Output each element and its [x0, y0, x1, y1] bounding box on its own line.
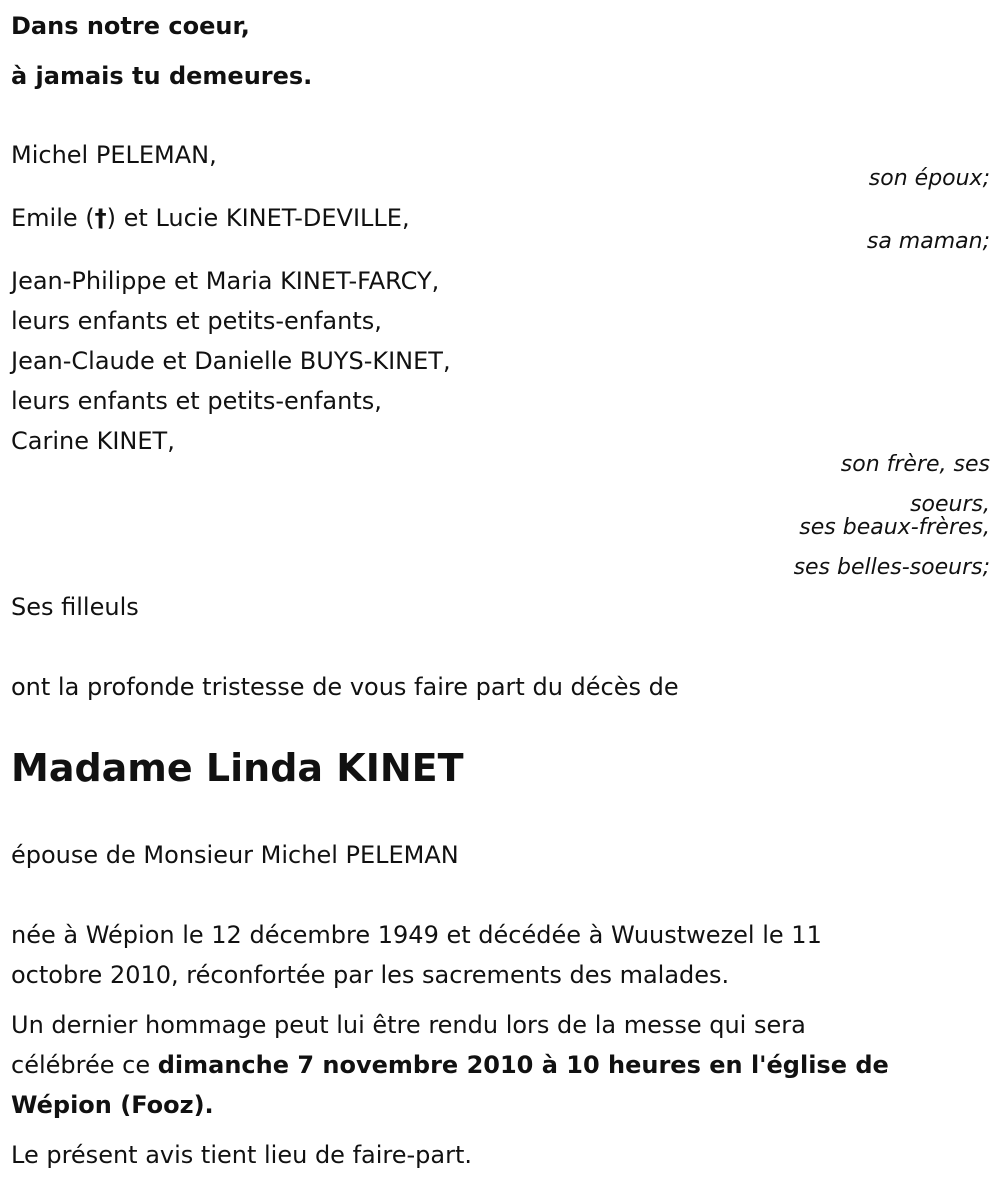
family-emile-lucie — [11, 198, 410, 238]
family-carine: Carine KINET, — [11, 427, 175, 455]
family-jp-children: leurs enfants et petits-enfants, — [11, 307, 382, 335]
mass-line-1: Un dernier hommage peut lui être rendu lors de la messe qui sera — [11, 1011, 806, 1039]
mass-line-2-plain: célébrée ce — [11, 1051, 158, 1079]
birth-death-line-1: née à Wépion le 12 décembre 1949 et décédée à Wuustwezel le 11 — [11, 921, 822, 949]
role-maman: sa maman; — [866, 229, 990, 254]
birth-death-line-2: octobre 2010, réconfortée par les sacrements des malades. — [11, 961, 730, 989]
role-epoux: son époux; — [868, 166, 990, 191]
mass-line-2 — [11, 1045, 889, 1085]
cross-icon: † — [94, 204, 107, 232]
family-michel: Michel PELEMAN, — [11, 141, 217, 169]
family-jc-children: leurs enfants et petits-enfants, — [11, 387, 382, 415]
spouse-line: épouse de Monsieur Michel PELEMAN — [11, 841, 459, 869]
role-siblings-line-1: son frère, ses — [840, 452, 990, 477]
family-filleuls: Ses filleuls — [11, 593, 139, 621]
heading-line-2: à jamais tu demeures. — [11, 62, 313, 90]
role-beaux-freres: ses beaux-frères, — [799, 515, 990, 540]
mass-date-time: dimanche 7 novembre 2010 à 10 heures en l'église de — [157, 1051, 889, 1079]
role-siblings-line-2: soeurs, — [910, 492, 990, 517]
emile-prefix: Emile ( — [11, 204, 95, 232]
mass-location: Wépion (Fooz). — [11, 1091, 214, 1119]
emile-suffix: ) et Lucie KINET-DEVILLE, — [106, 204, 410, 232]
heading-line-1: Dans notre coeur, — [11, 12, 250, 40]
family-jean-philippe: Jean-Philippe et Maria KINET-FARCY, — [11, 267, 440, 295]
deceased-name: Madame Linda KINET — [11, 746, 464, 790]
closing-line: Le présent avis tient lieu de faire-part. — [11, 1141, 473, 1169]
role-belles-soeurs: ses belles-soeurs; — [793, 555, 990, 580]
announcement-text: ont la profonde tristesse de vous faire part du décès de — [11, 673, 679, 701]
family-jean-claude: Jean-Claude et Danielle BUYS-KINET, — [11, 347, 451, 375]
